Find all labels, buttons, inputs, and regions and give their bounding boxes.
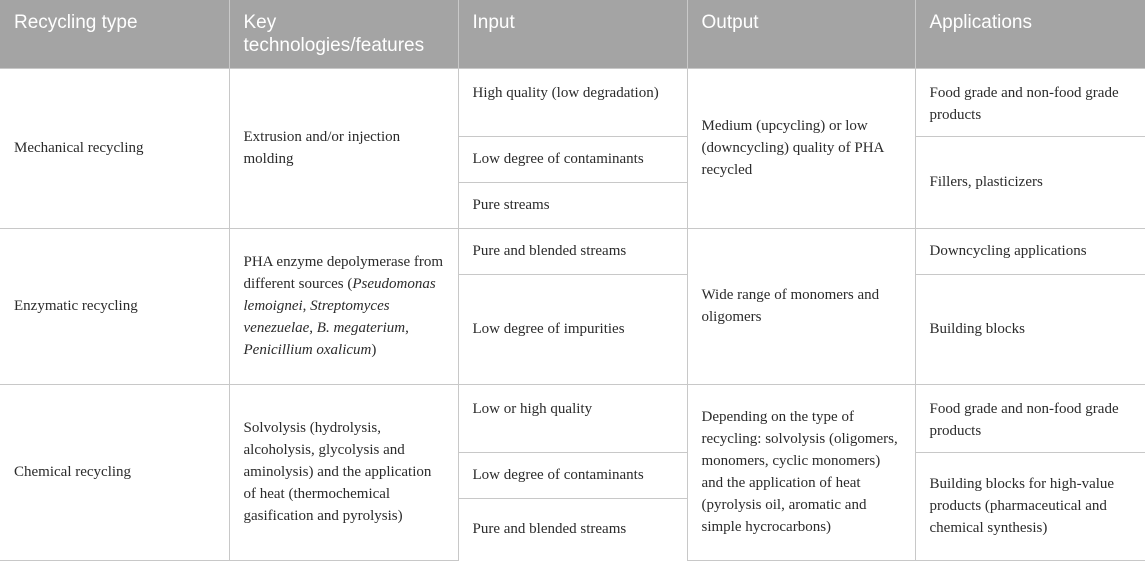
header-output: Output bbox=[687, 0, 915, 68]
table-row bbox=[0, 68, 1145, 136]
chemical-key-cell: Solvolysis (hydrolysis, alcoholysis, glycolysis and aminolysis) and the application of heat (thermochemical gasification and pyrolysis) bbox=[229, 384, 458, 560]
header-applications: Applications bbox=[915, 0, 1145, 68]
chemical-input-1: Low or high quality bbox=[458, 384, 687, 452]
mechanical-type-cell: Mechanical recycling bbox=[0, 68, 229, 228]
mechanical-output-cell: Medium (upcycling) or low (downcycling) quality of PHA recycled bbox=[687, 68, 915, 228]
enzymatic-output-cell: Wide range of monomers and oligomers bbox=[687, 228, 915, 384]
header-key-technologies bbox=[229, 0, 458, 68]
header-recycling-type: Recycling type bbox=[0, 0, 229, 68]
enzymatic-input-1: Pure and blended streams bbox=[458, 228, 687, 274]
chemical-application-1: Food grade and non-food grade products bbox=[915, 384, 1145, 452]
mechanical-input-1: High quality (low degradation) bbox=[458, 68, 687, 136]
species-4: Penicillium oxalicum bbox=[243, 342, 372, 358]
chemical-type-cell: Chemical recycling bbox=[0, 384, 229, 560]
table-row bbox=[0, 228, 1145, 274]
header-key-technologies-text: Key technologies/features bbox=[243, 12, 425, 56]
mechanical-application-1: Food grade and non-food grade products bbox=[915, 68, 1145, 136]
table-header bbox=[0, 0, 1145, 68]
enzymatic-application-2: Building blocks bbox=[915, 274, 1145, 384]
table-row bbox=[0, 384, 1145, 452]
species-2: Streptomyces venezuelae bbox=[243, 298, 390, 336]
enzymatic-input-2: Low degree of impurities bbox=[458, 274, 687, 384]
chemical-application-2: Building blocks for high-value products (pharmaceutical and chemical synthesis) bbox=[915, 452, 1145, 560]
enzymatic-type-cell: Enzymatic recycling bbox=[0, 228, 229, 384]
mechanical-application-2: Fillers, plasticizers bbox=[915, 136, 1145, 228]
mechanical-key-cell: Extrusion and/or injection molding bbox=[229, 68, 458, 228]
enzymatic-key-cell: PHA enzyme depolymerase from different sources (Pseudomonas lemoignei, Streptomyces venezuelae, B. megaterium, Penicillium oxalicum) bbox=[229, 228, 458, 384]
enzymatic-key-outro: ) bbox=[371, 342, 377, 358]
table-body bbox=[0, 68, 1145, 560]
chemical-input-2: Low degree of contaminants bbox=[458, 452, 687, 498]
enzymatic-key-intro: PHA enzyme depolymerase from different sources ( bbox=[243, 254, 444, 292]
mechanical-input-2: Low degree of contaminants bbox=[458, 136, 687, 182]
species-1: Pseudomonas lemoignei bbox=[243, 276, 436, 314]
header-input: Input bbox=[458, 0, 687, 68]
header-row bbox=[0, 0, 1145, 68]
chemical-output-cell: Depending on the type of recycling: solvolysis (oligomers, monomers, cyclic monomers) and the application of heat (pyrolysis oil, aromatic and simple hycrocarbons) bbox=[687, 384, 915, 560]
species-3: B. megaterium bbox=[316, 320, 406, 336]
chemical-input-3: Pure and blended streams bbox=[458, 498, 687, 560]
mechanical-input-3: Pure streams bbox=[458, 182, 687, 228]
enzymatic-application-1: Downcycling applications bbox=[915, 228, 1145, 274]
